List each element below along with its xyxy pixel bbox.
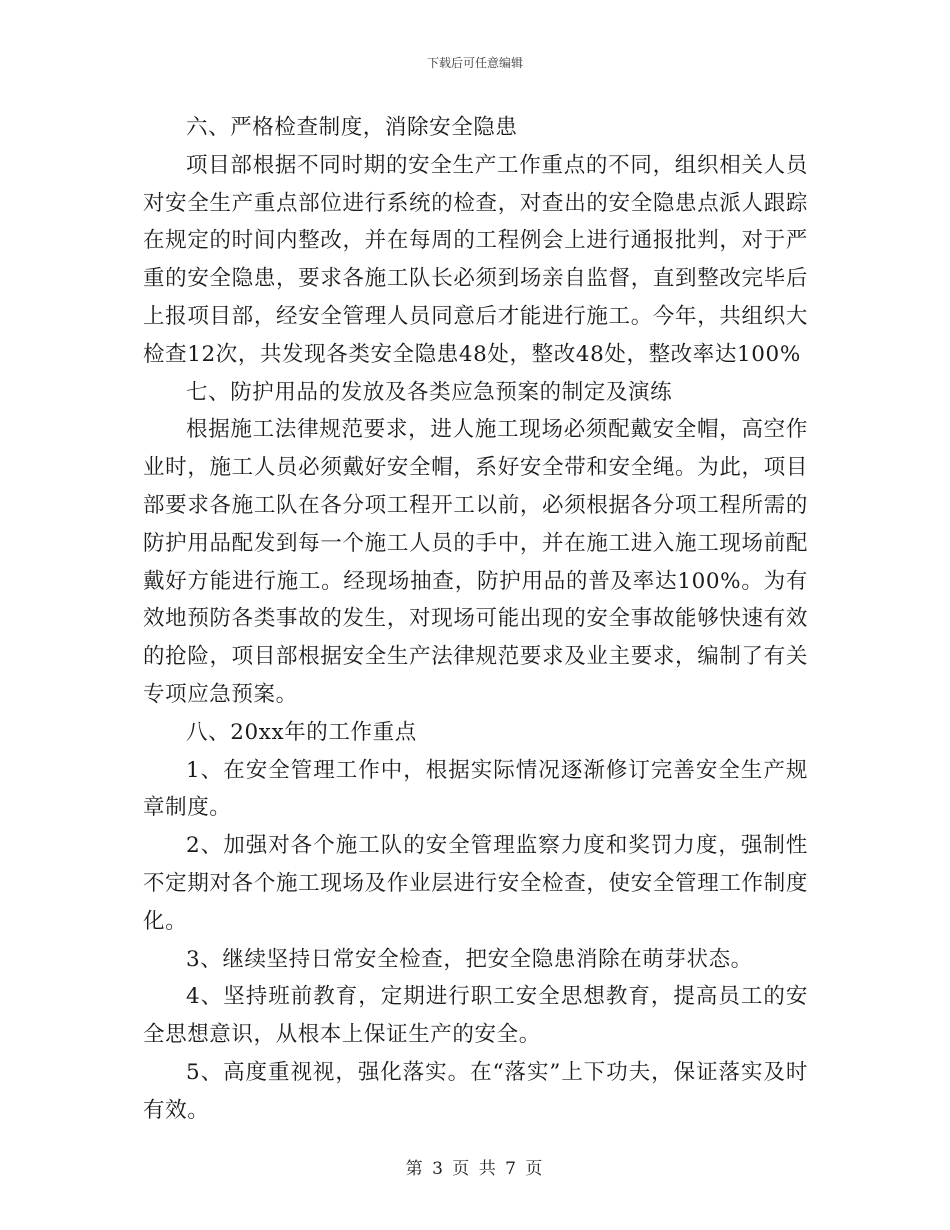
- work-item-5: 5、高度重视视，强化落实。在“落实”上下功夫，保证落实及时有效。: [143, 1059, 808, 1123]
- work-item-1: 1、在安全管理工作中，根据实际情况逐渐修订完善安全生产规章制度。: [143, 757, 808, 821]
- section-6-paragraph: 项目部根据不同时期的安全生产工作重点的不同，组织相关人员对安全生产重点部位进行系统的检查，对查出的安全隐患点派人跟踪在规定的时间内整改，并在每周的工程例会上进行通报批判，对于严重的安全隐患，要求各施工队长必须到场亲自监督，直到整改完毕后上报项目部，经安全管理人员同意后才能进行施工。今年，共组织大检查12次，共发现各类安全隐患48处，整改48处，整改率达100%: [143, 152, 808, 367]
- work-item-3: 3、继续坚持日常安全检查，把安全隐患消除在萌芽状态。: [186, 946, 753, 972]
- work-item-2: 2、加强对各个施工队的安全管理监察力度和奖罚力度，强制性不定期对各个施工现场及作业层进行安全检查，使安全管理工作制度化。: [143, 833, 808, 934]
- section-7-paragraph: 根据施工法律规范要求，进人施工现场必须配戴安全帽，高空作业时，施工人员必须戴好安全帽，系好安全带和安全绳。为此，项目部要求各施工队在各分项工程开工以前，必须根据各分项工程所需的防护用品配发到每一个施工人员的手中，并在施工进入施工现场前配戴好方能进行施工。经现场抽查，防护用品的普及率达100%。为有效地预防各类事故的发生，对现场可能出现的安全事故能够快速有效的抢险，项目部根据安全生产法律规范要求及业主要求，编制了有关专项应急预案。: [143, 417, 808, 707]
- header-note: 下载后可任意编辑: [426, 56, 523, 70]
- section-heading-8: 八、20xx年的工作重点: [186, 719, 417, 745]
- section-heading-6: 六、严格检查制度，消除安全隐患: [186, 115, 518, 140]
- document-body: [143, 109, 808, 1130]
- page-number: 第 3 页 共 7 页: [405, 1159, 545, 1179]
- section-heading-7: 七、防护用品的发放及各类应急预案的制定及演练: [186, 379, 673, 405]
- work-item-4: 4、坚持班前教育，定期进行职工安全思想教育，提高员工的安全思想意识，从根本上保证生产的安全。: [143, 984, 808, 1048]
